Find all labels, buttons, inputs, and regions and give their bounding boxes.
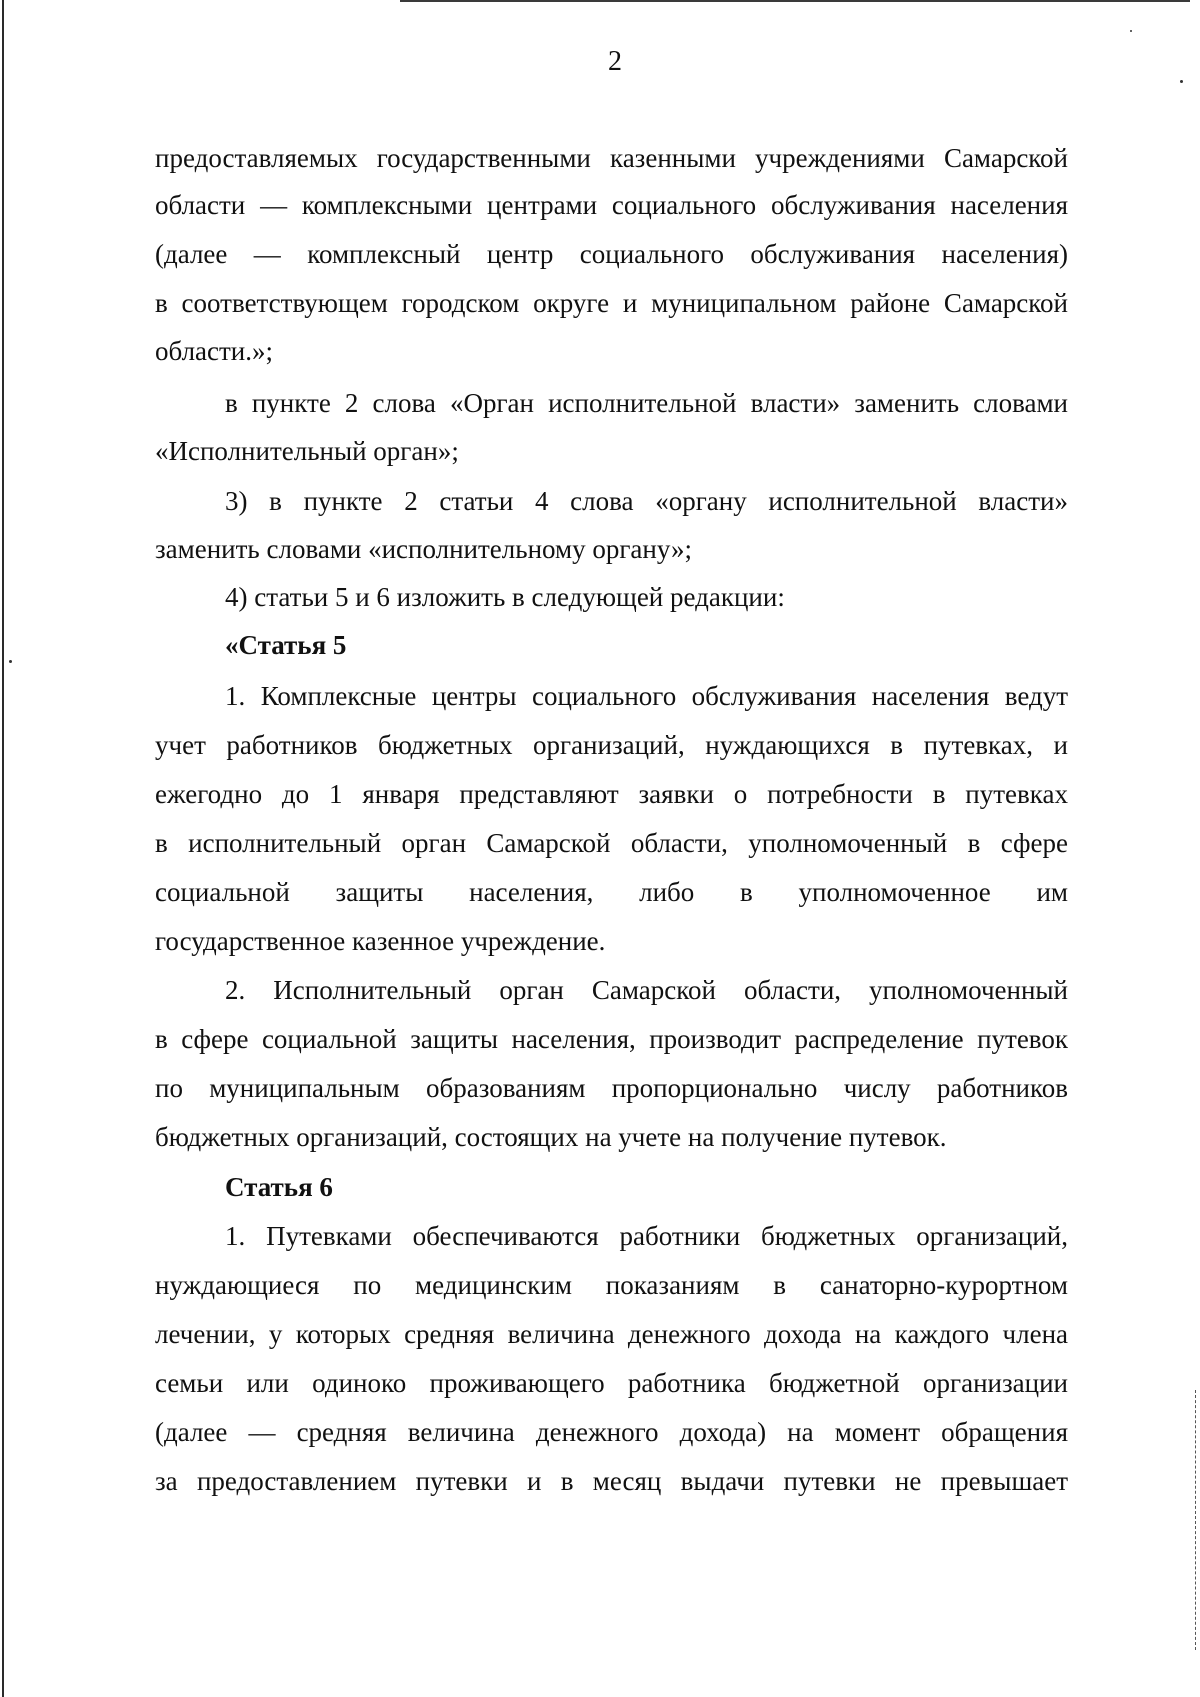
text-line: в сфере социальной защиты населения, производит распределение путевок: [155, 1024, 1068, 1054]
scan-speck: [1180, 80, 1183, 83]
text-line: «Исполнительный орган»;: [155, 436, 459, 466]
scan-edge-left: [2, 0, 4, 1697]
text-line: области.»;: [155, 336, 274, 366]
text-line: в соответствующем городском округе и муниципальном районе Самарской: [155, 288, 1068, 318]
scan-edge-top: [400, 0, 1190, 2]
scan-speck: [1130, 30, 1132, 32]
text-line: (далее — средняя величина денежного дохода) на момент обращения: [155, 1417, 1068, 1447]
page-number: 2: [608, 46, 622, 77]
article-heading: «Статья 5: [225, 630, 347, 660]
text-line: 4) статьи 5 и 6 изложить в следующей редакции:: [225, 582, 785, 612]
text-line: 3) в пункте 2 статьи 4 слова «органу исполнительной власти»: [225, 486, 1068, 516]
text-line: бюджетных организаций, состоящих на учете на получение путевок.: [155, 1122, 947, 1152]
text-line: лечении, у которых средняя величина денежного дохода на каждого члена: [155, 1319, 1068, 1349]
text-line: заменить словами «исполнительному органу»;: [155, 534, 693, 564]
scan-edge-right: [1195, 1390, 1196, 1650]
text-line: в пункте 2 слова «Орган исполнительной власти» заменить словами: [225, 388, 1068, 418]
text-line: области — комплексными центрами социального обслуживания населения: [155, 190, 1068, 220]
text-line: 1. Комплексные центры социального обслуживания населения ведут: [225, 681, 1068, 711]
text-line: в исполнительный орган Самарской области, уполномоченный в сфере: [155, 828, 1068, 858]
text-line: по муниципальным образованиям пропорционально числу работников: [155, 1073, 1068, 1103]
article-heading: Статья 6: [225, 1172, 333, 1202]
text-line: ежегодно до 1 января представляют заявки о потребности в путевках: [155, 779, 1068, 809]
text-line: семьи или одиноко проживающего работника бюджетной организации: [155, 1368, 1068, 1398]
text-line: учет работников бюджетных организаций, нуждающихся в путевках, и: [155, 730, 1068, 760]
text-line: 1. Путевками обеспечиваются работники бюджетных организаций,: [225, 1221, 1068, 1251]
text-line: государственное казенное учреждение.: [155, 926, 606, 956]
text-line: 2. Исполнительный орган Самарской области, уполномоченный: [225, 975, 1068, 1005]
text-line: предоставляемых государственными казенными учреждениями Самарской: [155, 143, 1068, 173]
text-line: (далее — комплексный центр социального обслуживания населения): [155, 239, 1068, 269]
text-line: за предоставлением путевки и в месяц выдачи путевки не превышает: [155, 1466, 1068, 1496]
text-line: нуждающиеся по медицинским показаниям в санаторно-курортном: [155, 1270, 1068, 1300]
text-line: социальной защиты населения, либо в уполномоченное им: [155, 877, 1068, 907]
scan-speck: [9, 660, 12, 663]
